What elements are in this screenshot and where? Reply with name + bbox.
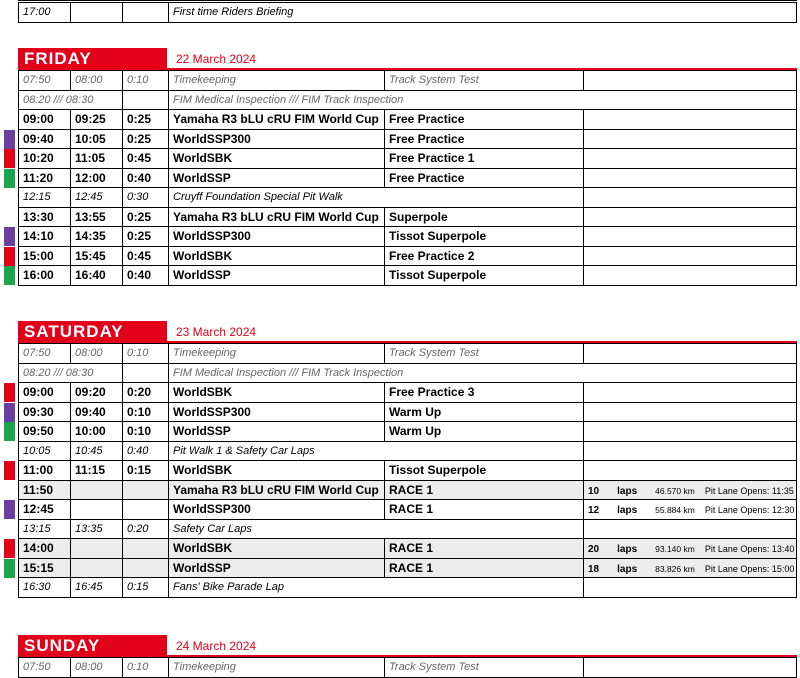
race-details — [584, 71, 797, 91]
duration: 0:40 — [123, 168, 169, 188]
end-time — [71, 539, 123, 559]
event-name: Free Practice — [385, 110, 584, 130]
day-header-sunday: SUNDAY — [18, 635, 167, 656]
end-time: 08:00 — [71, 71, 123, 91]
end-time: 11:05 — [71, 149, 123, 169]
session-name: WorldSBK — [169, 149, 385, 169]
blank-cell — [584, 188, 797, 208]
start-time: 13:30 — [19, 207, 71, 227]
time-range: 08:20 /// 08:30 — [19, 363, 123, 383]
end-time: 10:00 — [71, 422, 123, 442]
start-time: 16:30 — [19, 578, 71, 598]
table-row — [19, 383, 797, 403]
end-time — [71, 500, 123, 520]
duration: 0:10 — [123, 71, 169, 91]
session-name: WorldSSP — [169, 422, 385, 442]
table-row — [19, 558, 797, 578]
day-date-sunday: 24 March 2024 — [176, 639, 257, 653]
start-time: 07:50 — [19, 344, 71, 364]
day-header-friday: FRIDAY — [18, 48, 167, 69]
duration — [123, 3, 169, 23]
race-details — [584, 246, 797, 266]
session-name: WorldSBK — [169, 461, 385, 481]
race-details — [584, 558, 797, 578]
start-time: 10:05 — [19, 441, 71, 461]
session-name: Safety Car Laps — [169, 519, 584, 539]
duration: 0:10 — [123, 422, 169, 442]
table-row — [19, 71, 797, 91]
session-name: WorldSSP300 — [169, 402, 385, 422]
session-name: Timekeeping — [169, 344, 385, 364]
race-details — [584, 110, 797, 130]
laps-label: laps — [617, 563, 638, 575]
event-name: Warm Up — [385, 402, 584, 422]
class-color-marker — [4, 403, 15, 422]
class-color-marker — [4, 247, 15, 266]
start-time: 09:40 — [19, 129, 71, 149]
duration: 0:20 — [123, 383, 169, 403]
event-name: Track System Test — [385, 71, 584, 91]
race-details — [584, 129, 797, 149]
table-row — [19, 461, 797, 481]
table-row — [19, 90, 797, 110]
start-time: 15:00 — [19, 246, 71, 266]
pit-lane-open-time: Pit Lane Opens: 13:40 — [704, 544, 795, 555]
session-name: WorldSBK — [169, 246, 385, 266]
duration: 0:45 — [123, 149, 169, 169]
start-time: 09:00 — [19, 383, 71, 403]
end-time — [71, 558, 123, 578]
race-details — [584, 266, 797, 286]
start-time: 09:00 — [19, 110, 71, 130]
blank-cell — [584, 441, 797, 461]
race-details — [584, 539, 797, 559]
session-name: WorldSBK — [169, 383, 385, 403]
start-time: 09:30 — [19, 402, 71, 422]
session-name: WorldSSP — [169, 168, 385, 188]
duration: 0:45 — [123, 246, 169, 266]
session-name: FIM Medical Inspection /// FIM Track Inspection — [169, 363, 797, 383]
blank-cell — [584, 519, 797, 539]
table-row — [19, 441, 797, 461]
class-color-marker — [4, 383, 15, 402]
event-name: RACE 1 — [385, 558, 584, 578]
duration: 0:10 — [123, 344, 169, 364]
class-color-marker — [4, 130, 15, 149]
end-time: 08:00 — [71, 344, 123, 364]
table-row — [19, 3, 797, 23]
end-time: 13:35 — [71, 519, 123, 539]
session-name: WorldSSP300 — [169, 227, 385, 247]
session-name: WorldSBK — [169, 539, 385, 559]
table-row — [19, 519, 797, 539]
start-time: 09:50 — [19, 422, 71, 442]
race-details — [584, 383, 797, 403]
end-time: 16:45 — [71, 578, 123, 598]
class-color-marker — [4, 539, 15, 558]
start-time: 07:50 — [19, 71, 71, 91]
event-name: Track System Test — [385, 344, 584, 364]
day-date-saturday: 23 March 2024 — [176, 325, 257, 339]
race-details — [584, 227, 797, 247]
end-time: 09:20 — [71, 383, 123, 403]
class-color-marker — [4, 422, 15, 441]
duration: 0:15 — [123, 578, 169, 598]
start-time: 12:45 — [19, 500, 71, 520]
session-name: Timekeeping — [169, 71, 385, 91]
duration: 0:20 — [123, 519, 169, 539]
event-name: Superpole — [385, 207, 584, 227]
start-time: 12:15 — [19, 188, 71, 208]
duration: 0:10 — [123, 402, 169, 422]
table-row — [19, 129, 797, 149]
table-row — [19, 110, 797, 130]
race-details — [584, 658, 797, 678]
race-distance: 46.570 km — [655, 485, 695, 496]
end-time: 13:55 — [71, 207, 123, 227]
session-name: Pit Walk 1 & Safety Car Laps — [169, 441, 584, 461]
duration — [123, 539, 169, 559]
race-details — [584, 344, 797, 364]
table-row — [19, 480, 797, 500]
duration: 0:25 — [123, 110, 169, 130]
laps-label: laps — [617, 505, 638, 517]
race-details — [584, 402, 797, 422]
laps-label: laps — [617, 544, 638, 556]
race-details — [584, 461, 797, 481]
event-name: Tissot Superpole — [385, 461, 584, 481]
time-range: 08:20 /// 08:30 — [19, 90, 123, 110]
event-name: Warm Up — [385, 422, 584, 442]
table-row — [19, 266, 797, 286]
duration: 0:25 — [123, 227, 169, 247]
duration: 0:25 — [123, 129, 169, 149]
end-time: 09:40 — [71, 402, 123, 422]
class-color-marker — [4, 559, 15, 578]
class-color-marker — [4, 227, 15, 246]
end-time: 14:35 — [71, 227, 123, 247]
duration: 0:30 — [123, 188, 169, 208]
duration: 0:40 — [123, 441, 169, 461]
day-header-saturday: SATURDAY — [18, 321, 167, 342]
pit-lane-open-time: Pit Lane Opens: 15:00 — [704, 563, 795, 574]
end-time: 12:00 — [71, 168, 123, 188]
duration: 0:25 — [123, 207, 169, 227]
start-time: 13:15 — [19, 519, 71, 539]
table-row — [19, 658, 797, 678]
lap-count: 20 — [588, 544, 600, 556]
sunday-schedule — [18, 657, 797, 678]
end-time — [71, 480, 123, 500]
duration — [123, 90, 169, 110]
table-row — [19, 402, 797, 422]
duration: 0:10 — [123, 658, 169, 678]
start-time: 11:20 — [19, 168, 71, 188]
event-name: Track System Test — [385, 658, 584, 678]
end-time: 12:45 — [71, 188, 123, 208]
start-time: 16:00 — [19, 266, 71, 286]
table-row — [19, 344, 797, 364]
event-name: RACE 1 — [385, 480, 584, 500]
end-time: 08:00 — [71, 658, 123, 678]
duration — [123, 480, 169, 500]
table-row — [19, 500, 797, 520]
event-name: Tissot Superpole — [385, 266, 584, 286]
event-name: Free Practice — [385, 129, 584, 149]
start-time: 15:15 — [19, 558, 71, 578]
race-details — [584, 500, 797, 520]
class-color-marker — [4, 500, 15, 519]
end-time: 10:05 — [71, 129, 123, 149]
end-time: 09:25 — [71, 110, 123, 130]
race-distance: 93.140 km — [655, 544, 695, 555]
table-row — [19, 149, 797, 169]
pit-lane-open-time: Pit Lane Opens: 12:30 — [704, 505, 795, 516]
laps-label: laps — [617, 485, 638, 497]
pit-lane-open-time: Pit Lane Opens: 11:35 — [704, 485, 794, 496]
event-name: Tissot Superpole — [385, 227, 584, 247]
friday-schedule — [18, 70, 797, 286]
duration: 0:40 — [123, 266, 169, 286]
end-time: 16:40 — [71, 266, 123, 286]
duration: 0:15 — [123, 461, 169, 481]
table-row — [19, 207, 797, 227]
table-row — [19, 168, 797, 188]
session-name: Yamaha R3 bLU cRU FIM World Cup — [169, 480, 385, 500]
table-row — [19, 363, 797, 383]
race-details — [584, 168, 797, 188]
class-color-marker — [4, 149, 15, 168]
race-details — [584, 207, 797, 227]
start-time: 14:10 — [19, 227, 71, 247]
event-name: Free Practice 3 — [385, 383, 584, 403]
race-distance: 55.884 km — [655, 505, 695, 516]
day-date-friday: 22 March 2024 — [176, 52, 257, 66]
end-time — [71, 3, 123, 23]
start-time: 07:50 — [19, 658, 71, 678]
start-time: 11:50 — [19, 480, 71, 500]
race-details — [584, 422, 797, 442]
lap-count: 12 — [588, 505, 600, 517]
end-time: 11:15 — [71, 461, 123, 481]
session-name: WorldSSP — [169, 266, 385, 286]
blank-cell — [584, 578, 797, 598]
session-name: FIM Medical Inspection /// FIM Track Inspection — [169, 90, 797, 110]
class-color-marker — [4, 169, 15, 188]
event-name: Free Practice 1 — [385, 149, 584, 169]
session-name: Yamaha R3 bLU cRU FIM World Cup — [169, 110, 385, 130]
session-name: Timekeeping — [169, 658, 385, 678]
table-row — [19, 578, 797, 598]
saturday-schedule — [18, 343, 797, 598]
start-time: 14:00 — [19, 539, 71, 559]
start-time: 17:00 — [19, 3, 71, 23]
duration — [123, 500, 169, 520]
session-name: WorldSSP300 — [169, 129, 385, 149]
session-name: Fans' Bike Parade Lap — [169, 578, 584, 598]
lap-count: 10 — [588, 485, 600, 497]
session-name: First time Riders Briefing — [169, 3, 797, 23]
race-details — [584, 480, 797, 500]
event-name: Free Practice — [385, 168, 584, 188]
thursday-table-tail — [18, 2, 797, 23]
event-name: RACE 1 — [385, 500, 584, 520]
start-time: 11:00 — [19, 461, 71, 481]
table-row — [19, 422, 797, 442]
start-time: 10:20 — [19, 149, 71, 169]
event-name: Free Practice 2 — [385, 246, 584, 266]
session-name: WorldSSP300 — [169, 500, 385, 520]
class-color-marker — [4, 461, 15, 480]
table-row — [19, 227, 797, 247]
race-details — [584, 149, 797, 169]
session-name: Cruyff Foundation Special Pit Walk — [169, 188, 584, 208]
race-distance: 83.826 km — [655, 563, 695, 574]
duration — [123, 558, 169, 578]
top-divider — [18, 0, 797, 1]
session-name: WorldSSP — [169, 558, 385, 578]
end-time: 10:45 — [71, 441, 123, 461]
duration — [123, 363, 169, 383]
table-row — [19, 188, 797, 208]
lap-count: 18 — [588, 563, 600, 575]
class-color-marker — [4, 266, 15, 285]
table-row — [19, 539, 797, 559]
session-name: Yamaha R3 bLU cRU FIM World Cup — [169, 207, 385, 227]
table-row — [19, 246, 797, 266]
end-time: 15:45 — [71, 246, 123, 266]
event-name: RACE 1 — [385, 539, 584, 559]
